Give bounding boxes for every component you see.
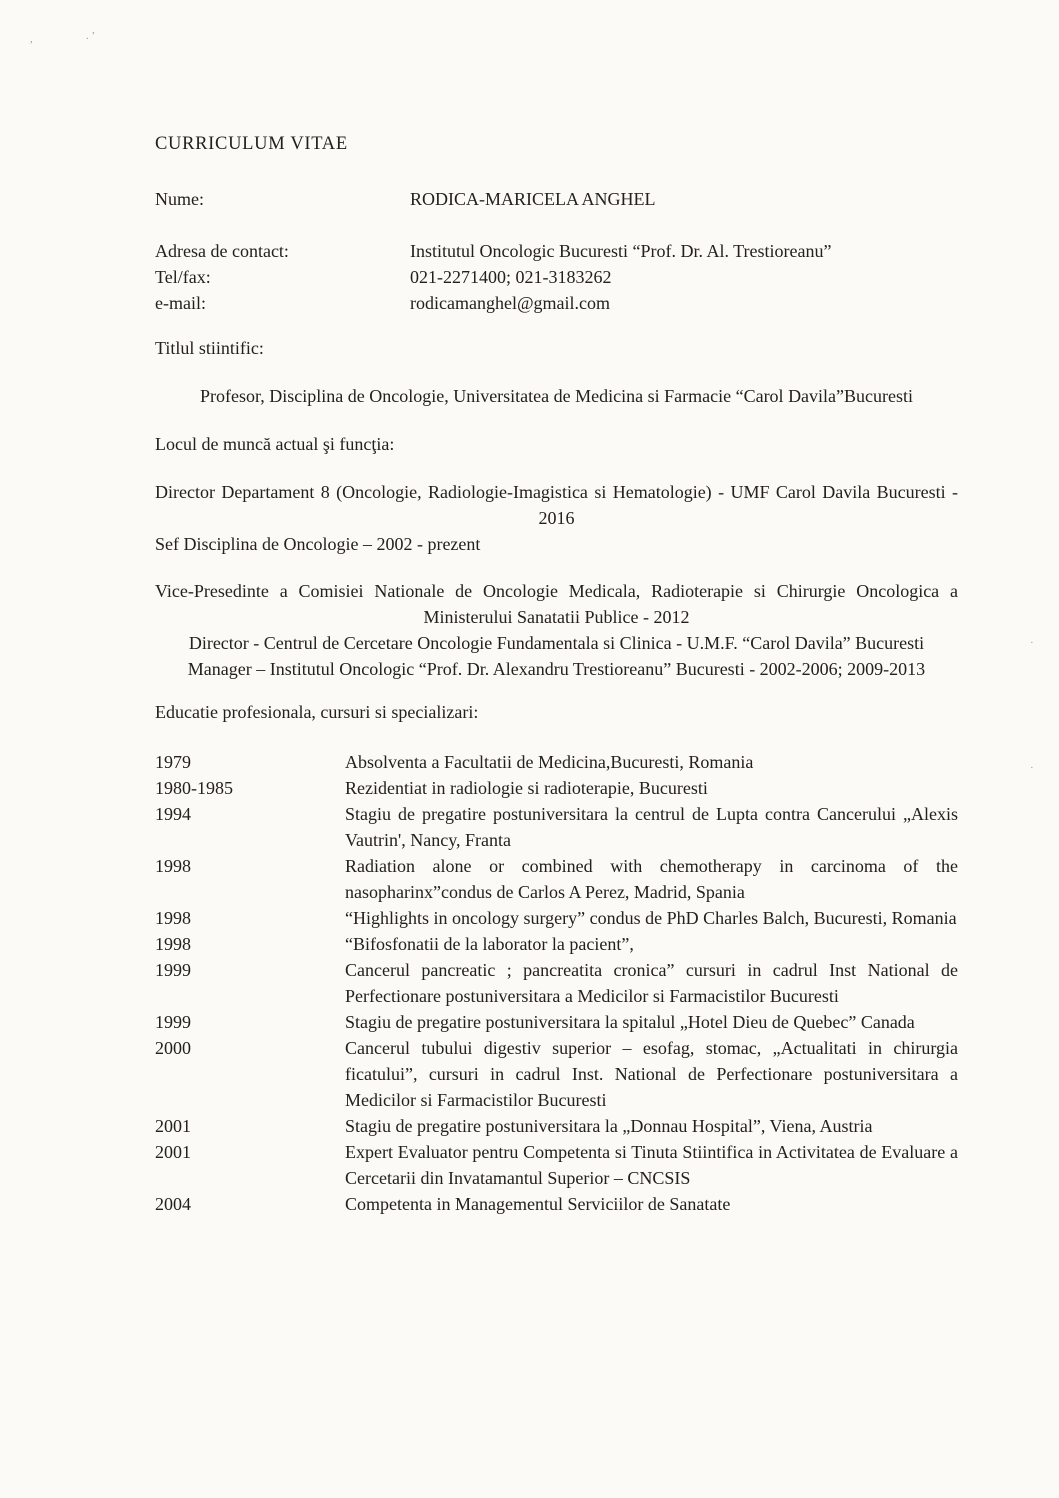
contact-row-name [155,186,958,212]
education-text: Stagiu de pregatire postuniversitara la „Donnau Hospital”, Viena, Austria [345,1116,873,1136]
scan-noise-speck: · [1030,637,1034,649]
contact-row-address [155,238,958,264]
section-heading-education: Educatie profesionala, cursuri si specializari: [155,702,479,722]
education-row [155,1035,958,1113]
field-value-telfax: 021-2271400; 021-3183262 [410,267,612,287]
field-value-address: Institutul Oncologic Bucuresti “Prof. Dr. Al. Trestioreanu” [410,241,832,261]
education-year: 2000 [155,1038,191,1058]
education-year: 1998 [155,908,191,928]
education-list [155,749,958,1217]
education-year: 1979 [155,752,191,772]
field-value-email: rodicamanghel@gmail.com [410,293,611,313]
section-heading-current-position: Locul de muncă actual şi funcţia: [155,434,395,454]
education-row [155,801,958,853]
field-label-name: Nume: [155,189,204,209]
education-text: Stagiu de pregatire postuniversitara la centrul de Lupta contra Cancerului „Alexis Vautrin', Nancy, Franta [345,804,958,850]
education-year: 1998 [155,856,191,876]
scientific-title-text: Profesor, Disciplina de Oncologie, Universitatea de Medicina si Farmacie “Carol Davila”Bucuresti [199,386,914,406]
education-year: 2001 [155,1142,191,1162]
education-text: Competenta in Managementul Serviciilor de Sanatate [345,1194,731,1214]
field-label-telfax: Tel/fax: [155,267,211,287]
education-text: “Bifosfonatii de la laborator la pacient”, [345,934,634,954]
scan-noise-speck: . ’ [86,30,96,42]
field-value-name: RODICA-MARICELA ANGHEL [410,189,656,209]
current-position-paragraph: Director - Centrul de Cercetare Oncologie Fundamentala si Clinica - U.M.F. “Carol Davila” Bucuresti [188,633,925,653]
education-text: Absolventa a Facultatii de Medicina,Bucuresti, Romania [345,752,754,772]
cv-content [155,131,958,1217]
education-text: Radiation alone or combined with chemotherapy in carcinoma of the nasopharinx”condus de Carlos A Perez, Madrid, Spania [345,856,958,902]
education-row [155,775,958,801]
scan-noise-speck: , [30,33,33,45]
education-row [155,905,958,931]
current-position-paragraph: Director Departament 8 (Oncologie, Radiologie-Imagistica si Hematologie) - UMF Carol Davila Bucuresti - 2016 [155,482,958,528]
education-text: Cancerul tubului digestiv superior – esofag, stomac, „Actualitati in chirurgia ficatului”, cursuri in cadrul Inst. National de Perfectionare postuniversitara a Medicilor si Farmacistilor Bucuresti [345,1038,958,1110]
education-row [155,1113,958,1139]
education-year: 2001 [155,1116,191,1136]
scan-noise-speck: · [1030,762,1034,774]
education-row [155,1009,958,1035]
education-text: Cancerul pancreatic ; pancreatita cronica” cursuri in cadrul Inst National de Perfectionare postuniversitara a Medicilor si Farmacistilor Bucuresti [345,960,958,1006]
field-label-address: Adresa de contact: [155,241,289,261]
education-text: “Highlights in oncology surgery” condus de PhD Charles Balch, Bucuresti, Romania [345,908,957,928]
education-year: 1999 [155,1012,191,1032]
current-position-paragraph: Sef Disciplina de Oncologie – 2002 - prezent [155,534,481,554]
contact-block [155,186,958,316]
education-text: Rezidentiat in radiologie si radioterapie, Bucuresti [345,778,708,798]
education-row [155,853,958,905]
education-year: 1999 [155,960,191,980]
education-text: Expert Evaluator pentru Competenta si Tinuta Stiintifica in Activitatea de Evaluare a Cercetarii din Invatamantul Superior – CNCSIS [345,1142,958,1188]
education-row [155,1191,958,1217]
education-year: 1998 [155,934,191,954]
document-title: CURRICULUM VITAE [155,134,348,154]
education-row [155,957,958,1009]
section-heading-scientific-title: Titlul stiintific: [155,338,264,358]
field-label-email: e-mail: [155,293,206,313]
education-year: 1994 [155,804,191,824]
education-row [155,1139,958,1191]
education-year: 1980-1985 [155,778,233,798]
education-row [155,931,958,957]
current-position-paragraph: Vice-Presedinte a Comisiei Nationale de Oncologie Medicala, Radioterapie si Chirurgie Oncologica a Ministerului Sanatatii Publice - 2012 [155,581,958,627]
education-row [155,749,958,775]
contact-row-telfax [155,264,958,290]
education-text: Stagiu de pregatire postuniversitara la spitalul „Hotel Dieu de Quebec” Canada [345,1012,915,1032]
current-position-paragraph: Manager – Institutul Oncologic “Prof. Dr. Alexandru Trestioreanu” Bucuresti - 2002-2006; 2009-2013 [187,659,926,679]
contact-row-email [155,290,958,316]
education-year: 2004 [155,1194,191,1214]
